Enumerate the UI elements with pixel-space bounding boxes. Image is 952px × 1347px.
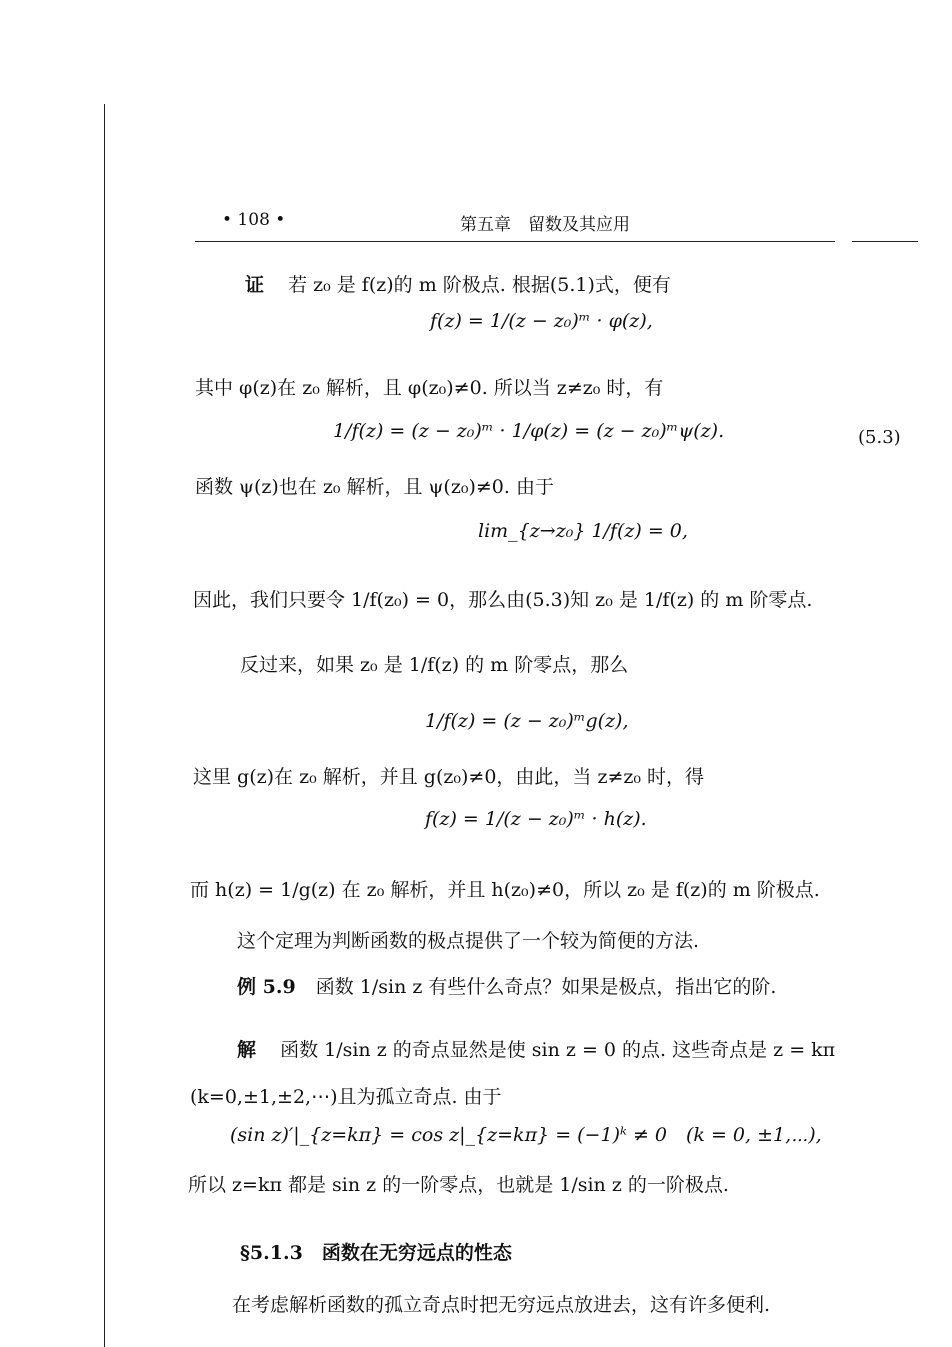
- page-binding-line: [104, 104, 105, 1347]
- equation-zero-form: 1/f(z) = (z − z₀)ᵐg(z),: [425, 710, 629, 732]
- solution-line-1-text: 函数 1/sin z 的奇点显然是使 sin z = 0 的点. 这些奇点是 z = kπ: [280, 1039, 836, 1061]
- equation-pole-form: f(z) = 1/(z − z₀)ᵐ · h(z).: [425, 808, 647, 830]
- solution-line-1: [237, 1035, 835, 1062]
- equation-1: f(z) = 1/(z − z₀)ᵐ · φ(z),: [430, 310, 653, 332]
- example-label: 例 5.9: [237, 976, 296, 998]
- solution-line-2: (k=0,±1,±2,⋯)且为孤立奇点. 由于: [190, 1086, 502, 1108]
- section-heading: §5.1.3 函数在无穷远点的性态: [240, 1242, 512, 1264]
- text-line-6: 这里 g(z)在 z₀ 解析，并且 g(z₀)≠0，由此，当 z≠z₀ 时，得: [193, 766, 705, 788]
- proof-line-1-text: 若 z₀ 是 f(z)的 m 阶极点. 根据(5.1)式，便有: [288, 274, 671, 296]
- solution-label: 解: [237, 1039, 257, 1061]
- text-line-4: 因此，我们只要令 1/f(z₀) = 0，那么由(5.3)知 z₀ 是 1/f(z) 的 m 阶零点.: [193, 589, 813, 611]
- proof-label: 证: [245, 274, 265, 296]
- header-rule: [195, 241, 835, 242]
- example-line: [237, 972, 776, 999]
- header-rule-right: [852, 241, 918, 242]
- text-line-9: 所以 z=kπ 都是 sin z 的一阶零点，也就是 1/sin z 的一阶极点.: [188, 1174, 729, 1196]
- text-line-2: 其中 φ(z)在 z₀ 解析，且 φ(z₀)≠0. 所以当 z≠z₀ 时，有: [195, 377, 664, 399]
- text-line-7: 而 h(z) = 1/g(z) 在 z₀ 解析，并且 h(z₀)≠0，所以 z₀ 是 f(z)的 m 阶极点.: [190, 879, 820, 901]
- text-line-10: 在考虑解析函数的孤立奇点时把无穷远点放进去，这有许多便利.: [232, 1294, 771, 1316]
- example-text: 函数 1/sin z 有些什么奇点？如果是极点，指出它的阶.: [315, 976, 777, 998]
- page-number: • 108 •: [222, 210, 286, 230]
- equation-limit: lim_{z→z₀} 1/f(z) = 0,: [478, 520, 688, 542]
- text-line-8: 这个定理为判断函数的极点提供了一个较为简便的方法.: [237, 930, 700, 952]
- equation-5-3: 1/f(z) = (z − z₀)ᵐ · 1/φ(z) = (z − z₀)ᵐψ(z).: [333, 420, 725, 442]
- chapter-title: 第五章 留数及其应用: [460, 215, 630, 235]
- text-line-5: 反过来，如果 z₀ 是 1/f(z) 的 m 阶零点，那么: [240, 654, 629, 676]
- equation-derivative: (sin z)′|_{z=kπ} = cos z|_{z=kπ} = (−1)ᵏ ≠ 0 (k = 0, ±1,⋯),: [230, 1124, 822, 1146]
- proof-line-1: [245, 270, 671, 297]
- equation-number: (5.3): [858, 427, 901, 448]
- text-line-3: 函数 ψ(z)也在 z₀ 解析，且 ψ(z₀)≠0. 由于: [195, 476, 554, 498]
